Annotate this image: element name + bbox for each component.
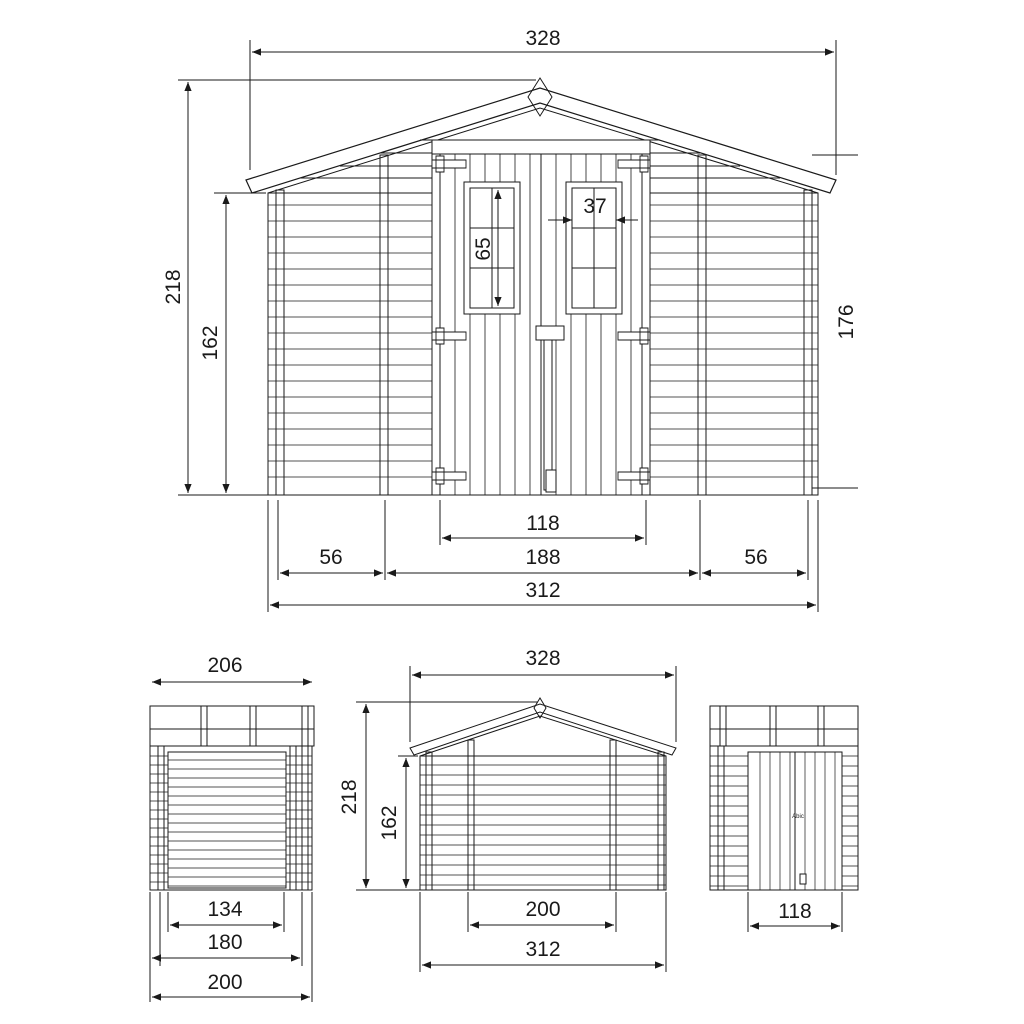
back-roof [410,704,676,755]
back-wall-planks [420,765,666,885]
back-overall-width-label: 328 [525,647,561,670]
side-roof-left [150,706,314,746]
side-door-label: Abic [792,814,804,820]
back-labels [338,647,561,961]
front-door-width-label: 118 [526,512,560,535]
front-base-width-label: 312 [525,579,561,602]
front-overall-height-label: 218 [162,269,185,305]
window-width-label: 37 [583,195,607,218]
front-view [246,78,836,495]
right-inner-post [698,155,706,495]
side-view-right [710,706,858,890]
back-gable [420,716,666,756]
center-segment-label: 188 [525,546,561,569]
back-view [410,698,676,890]
front-overall-width-label: 328 [525,27,561,50]
back-wall-height-label: 162 [378,805,401,841]
roof-depth-label: 206 [207,654,243,677]
left-segment-label: 56 [319,546,343,569]
base-depth-label: 200 [207,971,243,994]
window-height-label: 65 [472,237,495,261]
back-base-width-label: 312 [525,938,561,961]
inner-width-label: 180 [207,931,243,954]
side-roof-right [710,706,858,746]
front-wall-height-label: 162 [199,325,222,361]
side-view-left [150,706,314,890]
back-overall-height-label: 218 [338,779,361,815]
side-door-width-label: 118 [778,900,812,923]
left-inner-post [380,155,388,495]
back-inner-width-label: 200 [525,898,561,921]
back-roof-ornament [534,698,546,718]
right-segment-label: 56 [744,546,768,569]
panel-width-label: 134 [207,898,243,921]
right-corner-post [804,190,812,495]
left-corner-post [276,190,284,495]
back-wall [420,756,666,890]
side-wall-height-label: 176 [835,304,858,340]
